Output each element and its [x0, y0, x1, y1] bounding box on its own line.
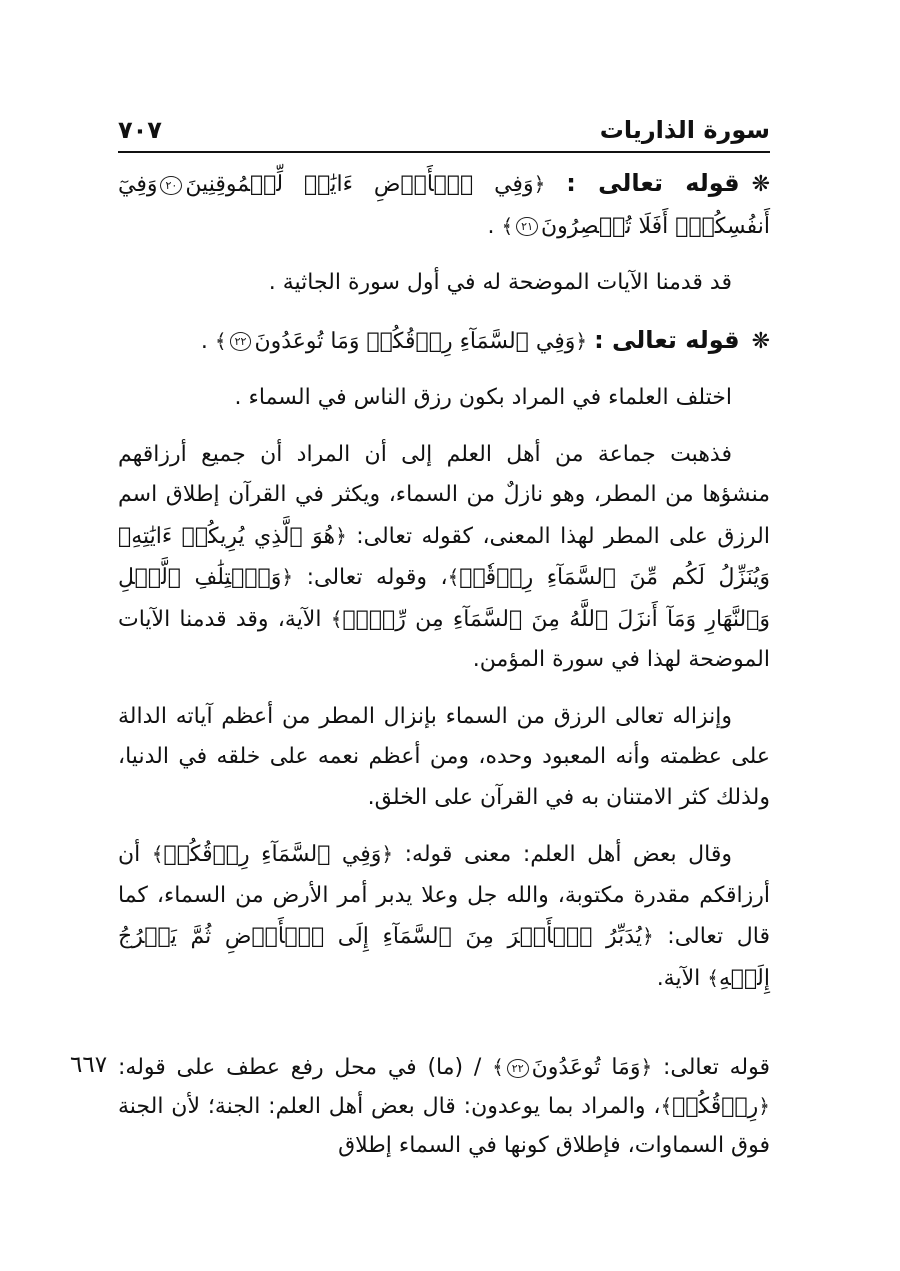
paragraph: قد قدمنا الآيات الموضحة له في أول سورة الجاثية .: [268, 270, 732, 295]
footnote-text: ، والمراد بما يوعدون: قال بعض أهل العلم: الجنة؛ لأن الجنة فوق السماوات، فإطلاق كونها في السماء إطلاق: [118, 1094, 770, 1158]
footnote-block: [118, 1048, 770, 1165]
ayah-number-marker: ٢٢: [230, 332, 252, 351]
paragraph-text: وقال بعض أهل العلم: معنى قوله:: [404, 842, 732, 867]
open-bracket: ﴿: [281, 565, 294, 589]
open-bracket: ﴿: [575, 328, 588, 353]
quran-verse: وَفِيٓ أَنفُسِكُمۡۚ أَفَلَا تُبۡصِرُونَ: [118, 172, 770, 239]
open-bracket: ﴿: [758, 1094, 770, 1118]
ayah-number-marker: ٢٢: [507, 1059, 529, 1078]
quran-verse: وَمَا تُوعَدُونَ: [531, 1055, 641, 1080]
paragraph-text: أن أرزاقكم مقدرة مكتوبة، والله جل وعلا يدبر أمر الأرض من السماء، كما قال تعالى:: [118, 842, 770, 949]
quran-verse: وَفِي ٱلۡأَرۡضِ ءَايَٰتٞ لِّلۡمُوقِنِينَ: [185, 172, 534, 197]
footnote-text: قوله تعالى:: [662, 1055, 770, 1080]
surah-title: سورة الذاريات: [599, 116, 770, 144]
verse-heading-1: ❋قوله تعالى : ﴿وَفِي ٱلۡأَرۡضِ ءَايَٰتٞ لِّلۡمُوقِنِينَ٢٠وَفِيٓ أَنفُسِكُمۡۚ أَفَلَا تُبۡصِرُونَ٢١﴾ .: [118, 169, 770, 239]
ayah-number-marker: ٢٠: [160, 176, 182, 195]
paragraph-text: الآية، وقد قدمنا الآيات الموضحة لهذا في سورة المؤمن.: [118, 606, 770, 672]
close-bracket: ﴾: [330, 606, 343, 631]
page-number: ٧٠٧: [118, 116, 162, 144]
close-bracket: ﴾: [492, 1055, 504, 1079]
close-bracket: ﴾: [501, 213, 514, 238]
open-bracket: ﴿: [641, 924, 654, 948]
open-bracket: ﴿: [335, 523, 347, 548]
open-bracket: ﴿: [640, 1055, 653, 1079]
paragraph: [118, 435, 770, 681]
footnote-number: ٦٦٧: [70, 1052, 108, 1078]
paragraph-text: ، وقوله تعالى:: [306, 565, 448, 590]
paragraph: اختلف العلماء في المراد بكون رزق الناس في السماء .: [234, 385, 732, 410]
quran-verse: وَفِي ٱلسَّمَآءِ رِزۡقُكُمۡ وَمَا تُوعَدُونَ: [254, 328, 576, 354]
quran-verse: هُوَ ٱلَّذِي يُرِيكُمۡ ءَايَٰتِهِۦ وَيُنَزِّلُ لَكُم مِّنَ ٱلسَّمَآءِ رِزۡقٗاۚ: [118, 523, 770, 590]
star-bullet-icon: ❋: [751, 328, 770, 354]
header-rule: [118, 151, 770, 153]
verse-heading-2: ❋قوله تعالى : ﴿وَفِي ٱلسَّمَآءِ رِزۡقُكُمۡ وَمَا تُوعَدُونَ٢٢﴾ .: [200, 325, 770, 354]
page-header: [118, 112, 770, 152]
star-bullet-icon: ❋: [751, 172, 770, 197]
quran-verse: وَفِي ٱلسَّمَآءِ رِزۡقُكُمۡ: [163, 842, 382, 867]
close-bracket: ﴾: [151, 842, 164, 866]
close-bracket: ﴾: [660, 1094, 673, 1118]
open-bracket: ﴿: [533, 172, 546, 196]
ayah-number-marker: ٢١: [516, 217, 538, 236]
paragraph: وإنزاله تعالى الرزق من السماء بإنزال المطر من أعظم آياته الدالة على عظمته وأنه المعبود وحده، ومن أعظم نعمه على خلقه في الدنيا، ولذلك كثر الامتنان به في القرآن على الخلق.: [118, 703, 770, 810]
footnote-text: / (ما) في محل رفع عطف على قوله:: [118, 1055, 482, 1080]
close-bracket: ﴾: [707, 965, 719, 990]
heading-label: قوله تعالى :: [594, 325, 740, 354]
paragraph: [118, 834, 770, 999]
heading-label: قوله تعالى :: [566, 169, 740, 197]
paragraph-text: الآية.: [656, 965, 701, 991]
quran-verse: وَٱخۡتِلَٰفِ ٱلَّيۡلِ وَٱلنَّهَارِ وَمَآ أَنزَلَ ٱللَّهُ مِنَ ٱلسَّمَآءِ مِن رِّزۡقٖ: [118, 565, 771, 632]
paragraph-text: فذهبت جماعة من أهل العلم إلى أن المراد أن جميع أرزاقهم منشؤها من المطر، وهو نازلٌ من السماء، ويكثر في القرآن إطلاق اسم الرزق على المطر لهذا المعنى، كقوله تعالى:: [118, 441, 770, 549]
quran-verse: يُدَبِّرُ ٱلۡأَمۡرَ مِنَ ٱلسَّمَآءِ إِلَى ٱلۡأَرۡضِ ثُمَّ يَعۡرُجُ إِلَيۡهِ: [118, 924, 770, 991]
close-bracket: ﴾: [447, 565, 460, 589]
close-bracket: ﴾: [214, 328, 227, 353]
main-text: [118, 160, 770, 999]
open-bracket: ﴿: [381, 842, 394, 866]
quran-verse: رِزۡقُكُمۡ: [672, 1094, 759, 1119]
